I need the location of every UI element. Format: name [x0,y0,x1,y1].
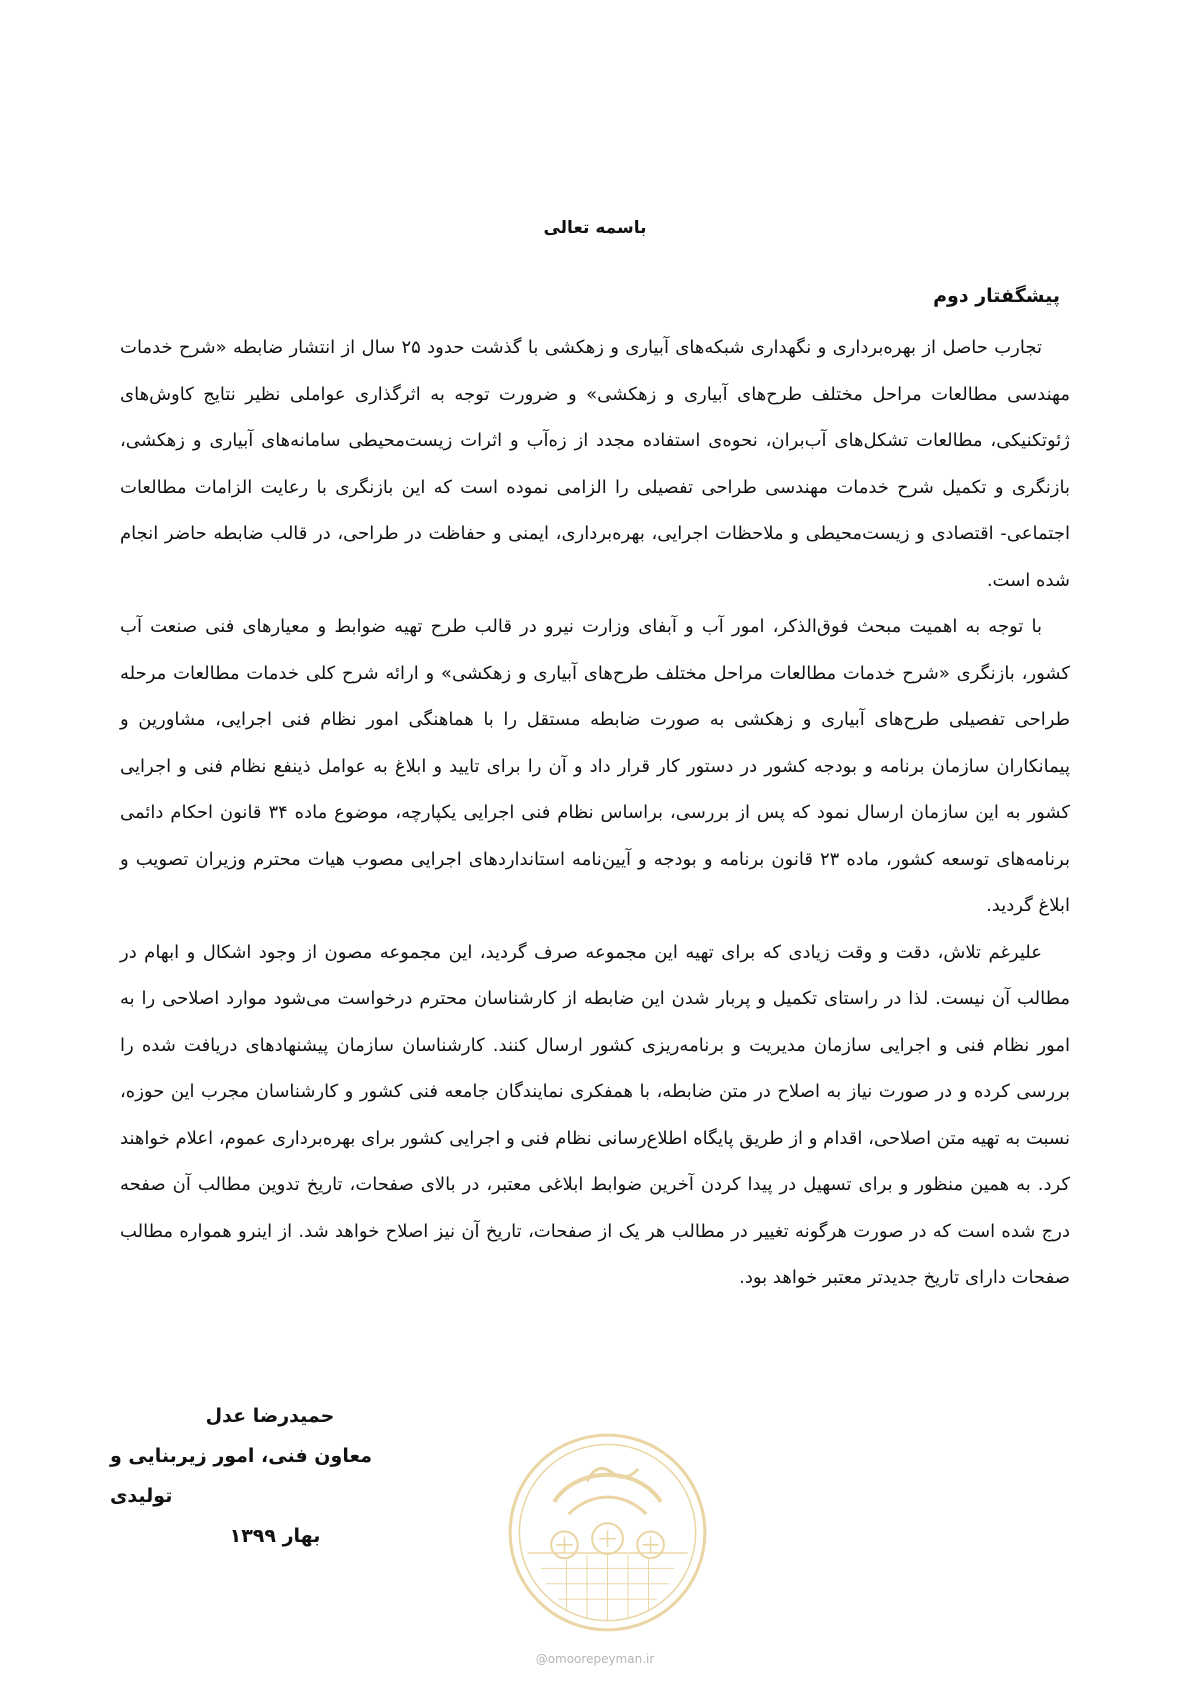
paragraph-1: تجارب حاصل از بهره‌برداری و نگهداری شبکه‌های آبیاری و زهکشی با گذشت حدود ۲۵ سال از انتشار ضابطه «شرح خدمات مهندسی مطالعات مراحل مختلف طرح‌های آبیاری و زهکشی» و ضرورت توجه به اثرگذاری عواملی نظیر نتایج کاوش‌های ژئوتکنیکی، مطالعات تشکل‌های آب‌بران، نحوه‌ی استفاده مجدد از زه‌آب و اثرات زیست‌محیطی سامانه‌های آبیاری و زهکشی، بازنگری و تکمیل شرح خدمات مهندسی طراحی تفصیلی را الزامی نموده است که این بازنگری با رعایت الزامات مطالعات اجتماعی- اقتصادی و زیست‌محیطی و ملاحظات اجرایی، بهره‌برداری، ایمنی و حفاظت در طراحی، در قالب ضابطه حاضر انجام شده است. [120,337,1070,591]
paragraph-3: علیرغم تلاش، دقت و وقت زیادی که برای تهیه این مجموعه صرف گردید، این مجموعه مصون از وجود اشکال و ابهام در مطالب آن نیست. لذا در راستای تکمیل و پربار شدن این ضابطه از کارشناسان محترم درخواست می‌شود موارد اصلاحی را به امور نظام فنی و اجرایی سازمان مدیریت و برنامه‌ریزی کشور ارسال کنند. کارشناسان سازمان پیشنهادهای دریافت شده را بررسی کرده و در صورت نیاز به اصلاح در متن ضابطه، با همفکری نمایندگان جامعه فنی کشور و کارشناسان مجرب این حوزه، نسبت به تهیه متن اصلاحی، اقدام و از طریق پایگاه اطلاع‌رسانی نظام فنی و اجرایی کشور برای بهره‌برداری عموم، اعلام خواهند کرد. به همین منظور و برای تسهیل در پیدا کردن آخرین ضوابط ابلاغی معتبر، در بالای صفحات، تاریخ تدوین مطالب آن صفحه درج شده است که در صورت هرگونه تغییر در مطالب هر یک از صفحات، تاریخ آن نیز اصلاح خواهد شد. از اینرو همواره مطالب صفحات دارای تاریخ جدیدتر معتبر خواهد بود. [120,941,1070,1288]
seal-logo-icon [505,1430,710,1635]
watermark-url: @omoorepeyman.ir [535,1652,655,1666]
invocation-heading: باسمه تعالی [543,218,647,238]
paragraph-2: با توجه به اهمیت مبحث فوق‌الذکر، امور آب و آبفای وزارت نیرو در قالب طرح تهیه ضوابط و معیارهای فنی صنعت آب کشور، بازنگری «شرح خدمات مطالعات مراحل مختلف طرح‌های آبیاری و زهکشی» و ارائه شرح کلی خدمات مطالعات مرحله طراحی تفصیلی طرح‌های آبیاری و زهکشی به صورت ضابطه مستقل را با هماهنگی امور نظام فنی اجرایی، مشاورین و پیمانکاران سازمان برنامه و بودجه کشور در دستور کار قرار داد و آن را برای تایید و ابلاغ به عوامل ذینفع نظام فنی و اجرایی کشور به این سازمان ارسال نمود که پس از بررسی، براساس نظام فنی اجرایی یکپارچه، موضوع ماده ۳۴ قانون احکام دائمی برنامه‌های توسعه کشور، ماده ۲۳ قانون برنامه و بودجه و آیین‌نامه استانداردهای اجرایی مصوب هیات محترم وزیران تصویب و ابلاغ گردید. [120,616,1071,916]
signatory-name: حمیدرضا عدل [205,1405,335,1427]
section-title: پیشگفتار دوم [933,285,1060,307]
signature-block [110,1396,410,1556]
signature-date: بهار ۱۳۹۹ [229,1525,321,1547]
body-text [120,325,1070,1302]
signatory-role: معاون فنی، امور زیربنایی و تولیدی [110,1445,372,1507]
